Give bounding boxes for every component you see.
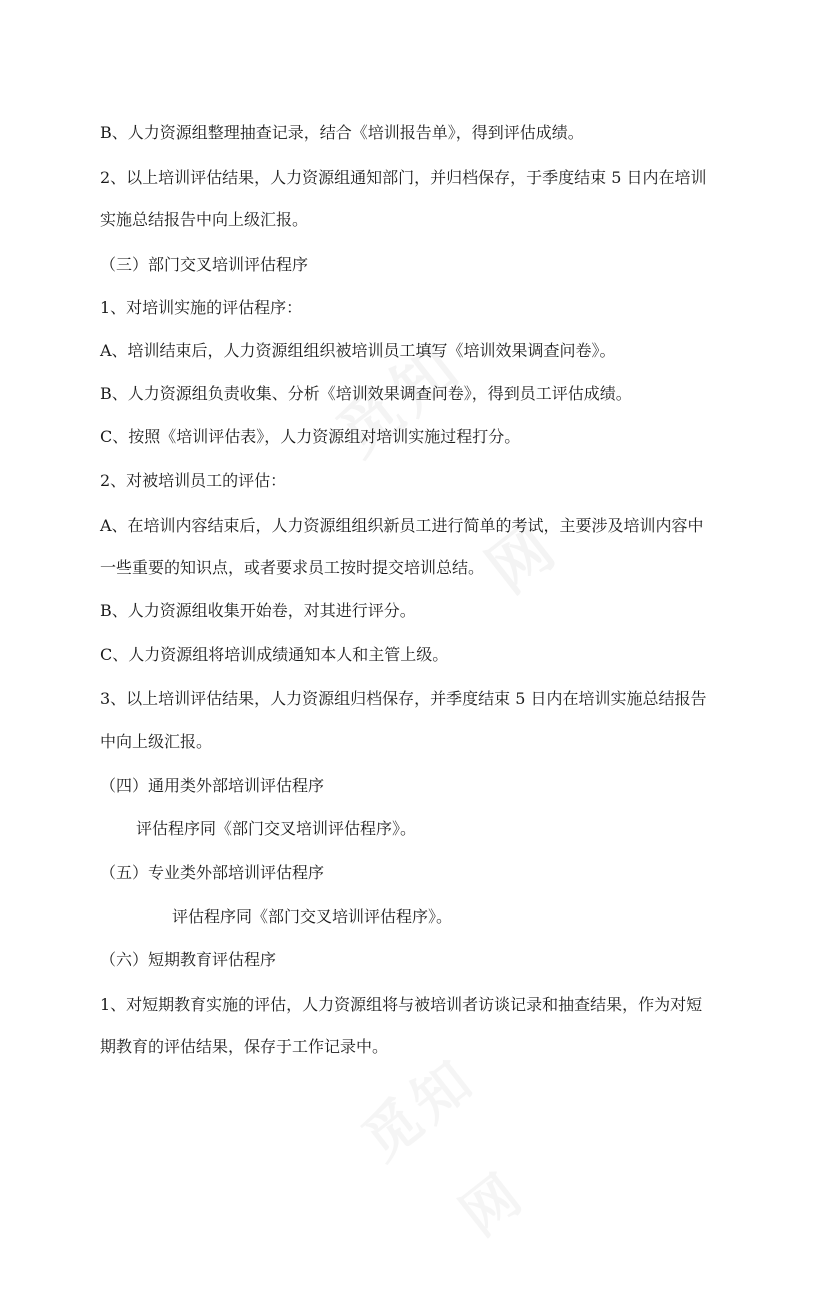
paragraph-line: A、培训结束后，人力资源组组织被培训员工填写《培训效果调查问卷》。: [100, 341, 616, 360]
section-heading: （四）通用类外部培训评估程序: [100, 776, 325, 795]
paragraph-line: B、人力资源组整理抽查记录，结合《培训报告单》，得到评估成绩。: [100, 123, 584, 142]
paragraph-line: C、按照《培训评估表》，人力资源组对培训实施过程打分。: [100, 427, 521, 446]
section-heading: （六）短期教育评估程序: [100, 950, 277, 969]
paragraph-line: 评估程序同《部门交叉培训评估程序》。: [172, 907, 453, 926]
section-heading: （三）部门交叉培训评估程序: [100, 255, 309, 274]
paragraph-line: B、人力资源组收集开始卷，对其进行评分。: [100, 601, 416, 620]
paragraph-line: 一些重要的知识点，或者要求员工按时提交培训总结。: [100, 558, 485, 577]
paragraph-line: 1、对短期教育实施的评估，人力资源组将与被培训者访谈记录和抽查结果，作为对短: [100, 995, 703, 1014]
paragraph-line: 3、以上培训评估结果，人力资源组归档保存，并季度结束 5 日内在培训实施总结报告: [100, 689, 707, 708]
section-heading: （五）专业类外部培训评估程序: [100, 863, 325, 882]
paragraph-line: A、在培训内容结束后，人力资源组组织新员工进行简单的考试，主要涉及培训内容中: [100, 516, 704, 535]
paragraph-line: 2、以上培训评估结果，人力资源组通知部门，并归档保存，于季度结束 5 日内在培训: [100, 168, 707, 187]
paragraph-line: 期教育的评估结果，保存于工作记录中。: [100, 1037, 389, 1056]
paragraph-line: 2、对被培训员工的评估：: [100, 471, 287, 490]
paragraph-line: B、人力资源组负责收集、分析《培训效果调查问卷》，得到员工评估成绩。: [100, 384, 632, 403]
paragraph-line: 1、对培训实施的评估程序：: [100, 298, 303, 317]
paragraph-line: 评估程序同《部门交叉培训评估程序》。: [136, 819, 417, 838]
paragraph-line: C、人力资源组将培训成绩通知本人和主管上级。: [100, 645, 449, 664]
paragraph-line: 实施总结报告中向上级汇报。: [100, 210, 309, 229]
paragraph-line: 中向上级汇报。: [100, 732, 213, 751]
